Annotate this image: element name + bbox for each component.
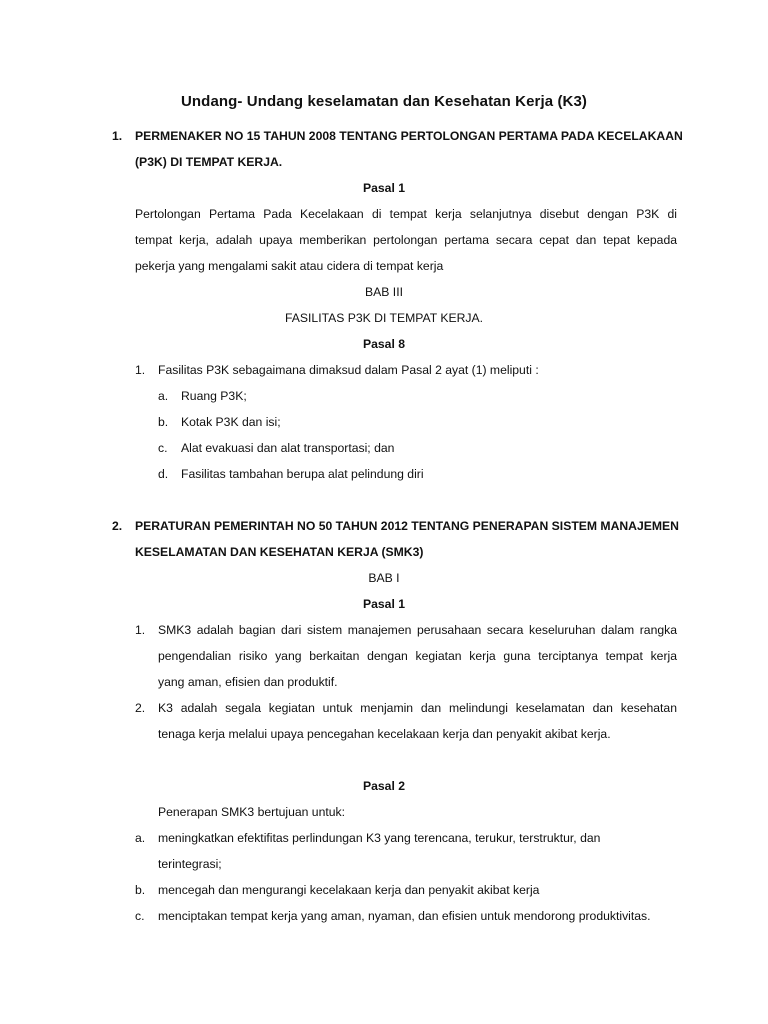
section-2-number: 2. (112, 519, 123, 533)
section-2-pasal-2-heading: Pasal 2 (362, 779, 405, 793)
section-2-heading-line2: KESELAMATAN DAN KESEHATAN KERJA (SMK3) (135, 545, 424, 559)
pasal-1-text-line1: Pertolongan Pertama Pada Kecelakaan di tempat kerja selanjutnya disebut dengan P3K di (135, 207, 677, 221)
section-1-pasal-1-heading: Pasal 1 (362, 181, 405, 195)
section-1-number: 1. (112, 129, 123, 143)
sub-item-marker: d. (158, 467, 169, 481)
sub-item-text: Ruang P3K; (181, 389, 247, 403)
sub-item-marker: c. (158, 441, 168, 455)
definition-item-number: 1. (135, 623, 146, 637)
section-1-heading-line1: PERMENAKER NO 15 TAHUN 2008 TENTANG PERTOLONGAN PERTAMA PADA KECELAKAAN (135, 129, 683, 143)
sub-item-marker: a. (158, 389, 169, 403)
definition-item-number: 2. (135, 701, 146, 715)
objective-item-marker: b. (135, 883, 146, 897)
pasal-1-text-line3: pekerja yang mengalami sakit atau cidera di tempat kerja (135, 259, 444, 273)
objective-item-line2: terintegrasi; (158, 857, 222, 871)
definition-item-line2: tenaga kerja melalui upaya pencegahan kecelakaan kerja dan penyakit akibat kerja. (158, 727, 611, 741)
pasal-8-item-number: 1. (135, 363, 146, 377)
section-1-pasal-8-heading: Pasal 8 (362, 337, 405, 351)
section-2-pasal-1-heading: Pasal 1 (362, 597, 405, 611)
sub-item-marker: b. (158, 415, 169, 429)
sub-item-text: Kotak P3K dan isi; (181, 415, 281, 429)
objective-item-line1: mencegah dan mengurangi kecelakaan kerja dan penyakit akibat kerja (158, 883, 540, 897)
pasal-1-text-line2: tempat kerja, adalah upaya memberikan pertolongan pertama secara cepat dan tepat kepada (135, 233, 677, 247)
definition-item-line3: yang aman, efisien dan produktif. (158, 675, 338, 689)
pasal-8-item-text: Fasilitas P3K sebagaimana dimaksud dalam Pasal 2 ayat (1) meliputi : (158, 363, 539, 377)
sub-item-text: Fasilitas tambahan berupa alat pelindung diri (181, 467, 424, 481)
section-1-bab-title: FASILITAS P3K DI TEMPAT KERJA. (285, 311, 483, 325)
objective-item-line1: meningkatkan efektifitas perlindungan K3 yang terencana, terukur, terstruktur, dan (158, 831, 601, 845)
objective-item-line1: menciptakan tempat kerja yang aman, nyaman, dan efisien untuk mendorong produktivitas. (158, 909, 651, 923)
definition-item-line2: pengendalian risiko yang berkaitan dengan kegiatan kerja guna terciptanya tempat kerja (158, 649, 677, 663)
objective-item-marker: a. (135, 831, 146, 845)
section-2-bab-heading: BAB I (368, 571, 400, 585)
definition-item-line1: K3 adalah segala kegiatan untuk menjamin dan melindungi keselamatan dan kesehatan (158, 701, 677, 715)
section-1-bab-heading: BAB III (365, 285, 403, 299)
objective-item-marker: c. (135, 909, 145, 923)
pasal-2-intro: Penerapan SMK3 bertujuan untuk: (158, 805, 346, 819)
sub-item-text: Alat evakuasi dan alat transportasi; dan (181, 441, 395, 455)
definition-item-line1: SMK3 adalah bagian dari sistem manajemen perusahaan secara keseluruhan dalam rangka (158, 623, 677, 637)
document-title: Undang- Undang keselamatan dan Kesehatan Kerja (K3) (180, 93, 588, 110)
section-2-heading-line1: PERATURAN PEMERINTAH NO 50 TAHUN 2012 TENTANG PENERAPAN SISTEM MANAJEMEN (135, 519, 679, 533)
section-1-heading-line2: (P3K) DI TEMPAT KERJA. (135, 155, 283, 169)
